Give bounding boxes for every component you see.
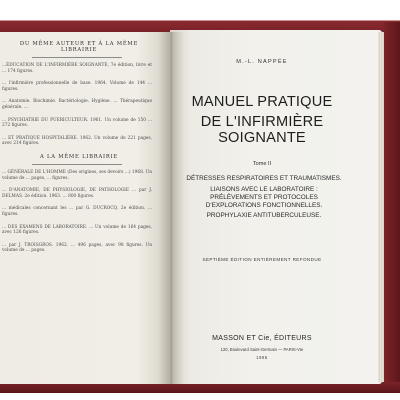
book-title-line-1: MANUEL PRATIQUE (191, 94, 333, 110)
bibliography-entry: ... Anatomie. Biochimie. Bactériologie. Hygiène. ... Thérapeutique générale. ... (2, 99, 152, 110)
left-page-rule (32, 57, 122, 58)
bibliography-entry: ... par J. TROISGROS. 1962. ... 496 pages, avec 98 figures. Un volume de ... pages. (2, 242, 152, 254)
left-page-rule (32, 164, 122, 165)
bibliography-entry: ... D'ANATOMIE, DE PHYSIOLOGIE, DE PATHOLOGIE ... par J. DELMAS. 2e édition. 1963. ... 800 figures. (2, 188, 152, 199)
bibliography-entry: ... médicales concernant les ... par G. DUCROCQ. 2e édition. ... figures. (2, 206, 152, 217)
topic-line: DÉTRESSES RESPIRATOIRES ET TRAUMATISMES. (186, 175, 342, 182)
topic-line: PROPHYLAXIE ANTITUBERCULEUSE. (206, 212, 322, 219)
page-edges (378, 32, 384, 382)
bibliography-entry: ... DES EXAMENS DE LABORATOIRE. ... Un volume de 164 pages, avec 126 figures. (2, 224, 152, 236)
left-page-heading-top: DU MÊME AUTEUR ET À LA MÊME LIBRAIRIE (19, 41, 139, 53)
bibliography-entry: ...ÉDUCATION DE L'INFIRMIÈRE SOIGNANTE, 7e édition, livre et ... 174 figures. (2, 63, 152, 74)
book-cover-bottom (0, 382, 400, 400)
publication-year: 1965 (256, 355, 268, 360)
volume-number: Tome II (252, 161, 272, 167)
bibliography-entry: ... PSYCHIATRIE DU PUERICULTEUR. 1961. Un volume de 150 ... 272 figures. (2, 117, 152, 129)
left-page-text (2, 38, 152, 261)
edition-note: SEPTIÈME ÉDITION ENTIÈREMENT REFONDUE (202, 257, 322, 262)
book-gutter (158, 32, 184, 384)
book-cover-right (384, 22, 400, 390)
publisher-name: MASSON ET Cie, ÉDITEURS (212, 335, 312, 342)
book-title-line-2: DE L'INFIRMIÈRE SOIGNANTE (200, 114, 324, 146)
topic-line: LIAISONS AVEC LE LABORATOIRE : PRÉLÈVEMENTS ET PROTOCOLES D'EXPLORATIONS FONCTIONNELLES. (205, 185, 323, 209)
bibliography-entry: ... GÉNÉRALE DE L'HOMME (Des origines, ses devoirs ...) 1968. Un volume de ... pages, ... figures. (2, 169, 152, 181)
bibliography-entry: ... l'infirmière professionnelle de base. 1964. Volume de 144 ... figures. (2, 81, 152, 92)
publisher-address: 120, Boulevard Saint-Germain — PARIS-VIe (220, 347, 304, 352)
left-page-heading-bottom: A LA MÊME LIBRAIRIE (39, 153, 119, 160)
volume-topics (184, 175, 344, 223)
author-name: M.-L. NAPPÉE (236, 59, 288, 65)
bibliography-entry: ... ET PRATIQUE HOSPITALIÈRE. 1962. Un volume de 221 pages, avec 214 figures. (2, 135, 152, 147)
